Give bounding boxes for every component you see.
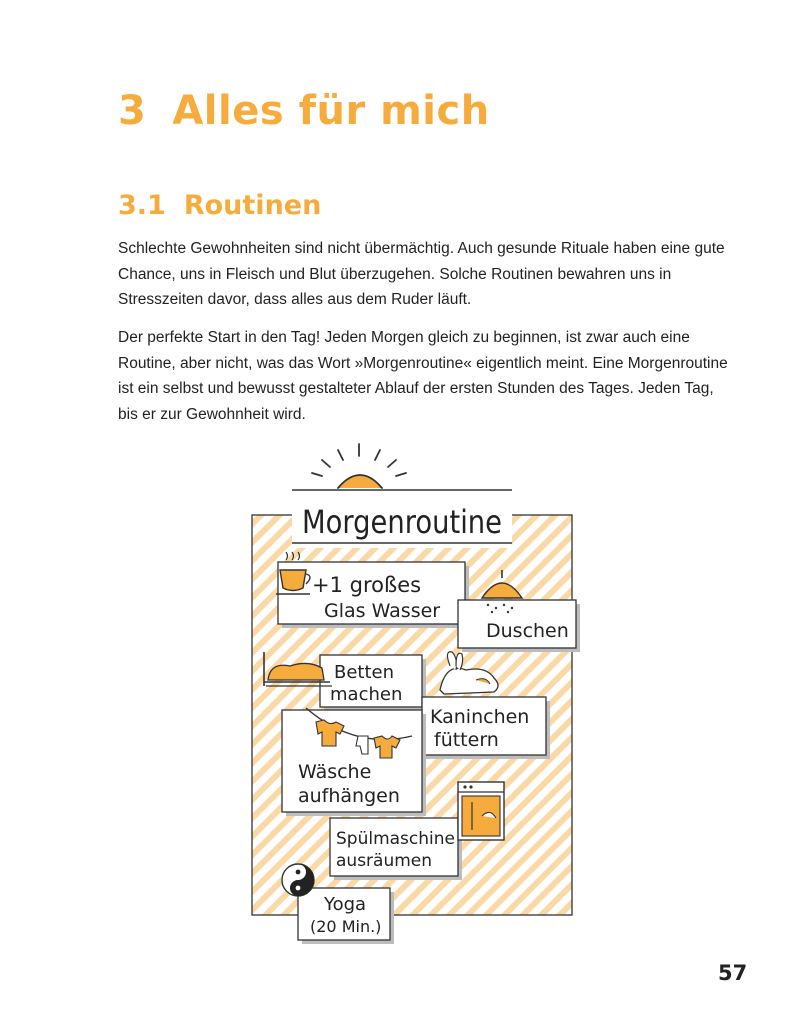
card-yoga-line1: Yoga: [324, 894, 367, 915]
card-rabbit-line1: Kaninchen: [430, 706, 530, 728]
section-number: 3.1: [118, 190, 166, 221]
card-laundry-line2: aufhängen: [298, 785, 400, 807]
card-water-line2: Glas Wasser: [324, 600, 441, 622]
chapter-number: 3: [118, 88, 147, 134]
card-yoga-line2: (20 Min.): [310, 917, 382, 936]
paragraph-2: Der perfekte Start in den Tag! Jeden Morgen gleich zu beginnen, ist zwar auch eine Routine, aber nicht, was das Wort »Morgenroutine« eigentlich meint. Eine Morgenroutine ist ein selbst und bewusst gestalteter Ablauf der ersten Stunden des Tages. Jeden Tag, bis er zur Gewohnheit wird.: [118, 329, 728, 423]
chapter-title-text: Alles für mich: [172, 88, 490, 134]
card-water-line1: +1 großes: [312, 573, 422, 597]
card-laundry-line1: Wäsche: [298, 761, 372, 783]
card-bed-line1: Betten: [334, 662, 395, 683]
card-bed-line2: machen: [330, 684, 403, 705]
card-dishwasher-line1: Spülmaschine: [336, 829, 455, 849]
card-rabbit-line2: füttern: [434, 729, 499, 751]
yin-yang-icon: [282, 864, 314, 896]
section-title: [118, 190, 321, 221]
chapter-title: [118, 88, 490, 134]
card-shower-label: Duschen: [486, 620, 569, 642]
sun-icon: [312, 444, 406, 488]
illustration-title: Morgenroutine: [302, 503, 502, 541]
card-dishwasher-line2: ausräumen: [336, 851, 433, 871]
morning-routine-illustration: [240, 440, 580, 950]
page-number: 57: [718, 961, 748, 985]
section-title-text: Routinen: [183, 190, 322, 221]
dishwasher-icon: [458, 782, 504, 840]
paragraph-1: Schlechte Gewohnheiten sind nicht übermächtig. Auch gesunde Rituale haben eine gute Chance, uns in Fleisch und Blut überzugehen. Solche Routinen bewahren uns in Stresszeiten davor, dass alles aus dem Ruder läuft.: [118, 240, 725, 308]
